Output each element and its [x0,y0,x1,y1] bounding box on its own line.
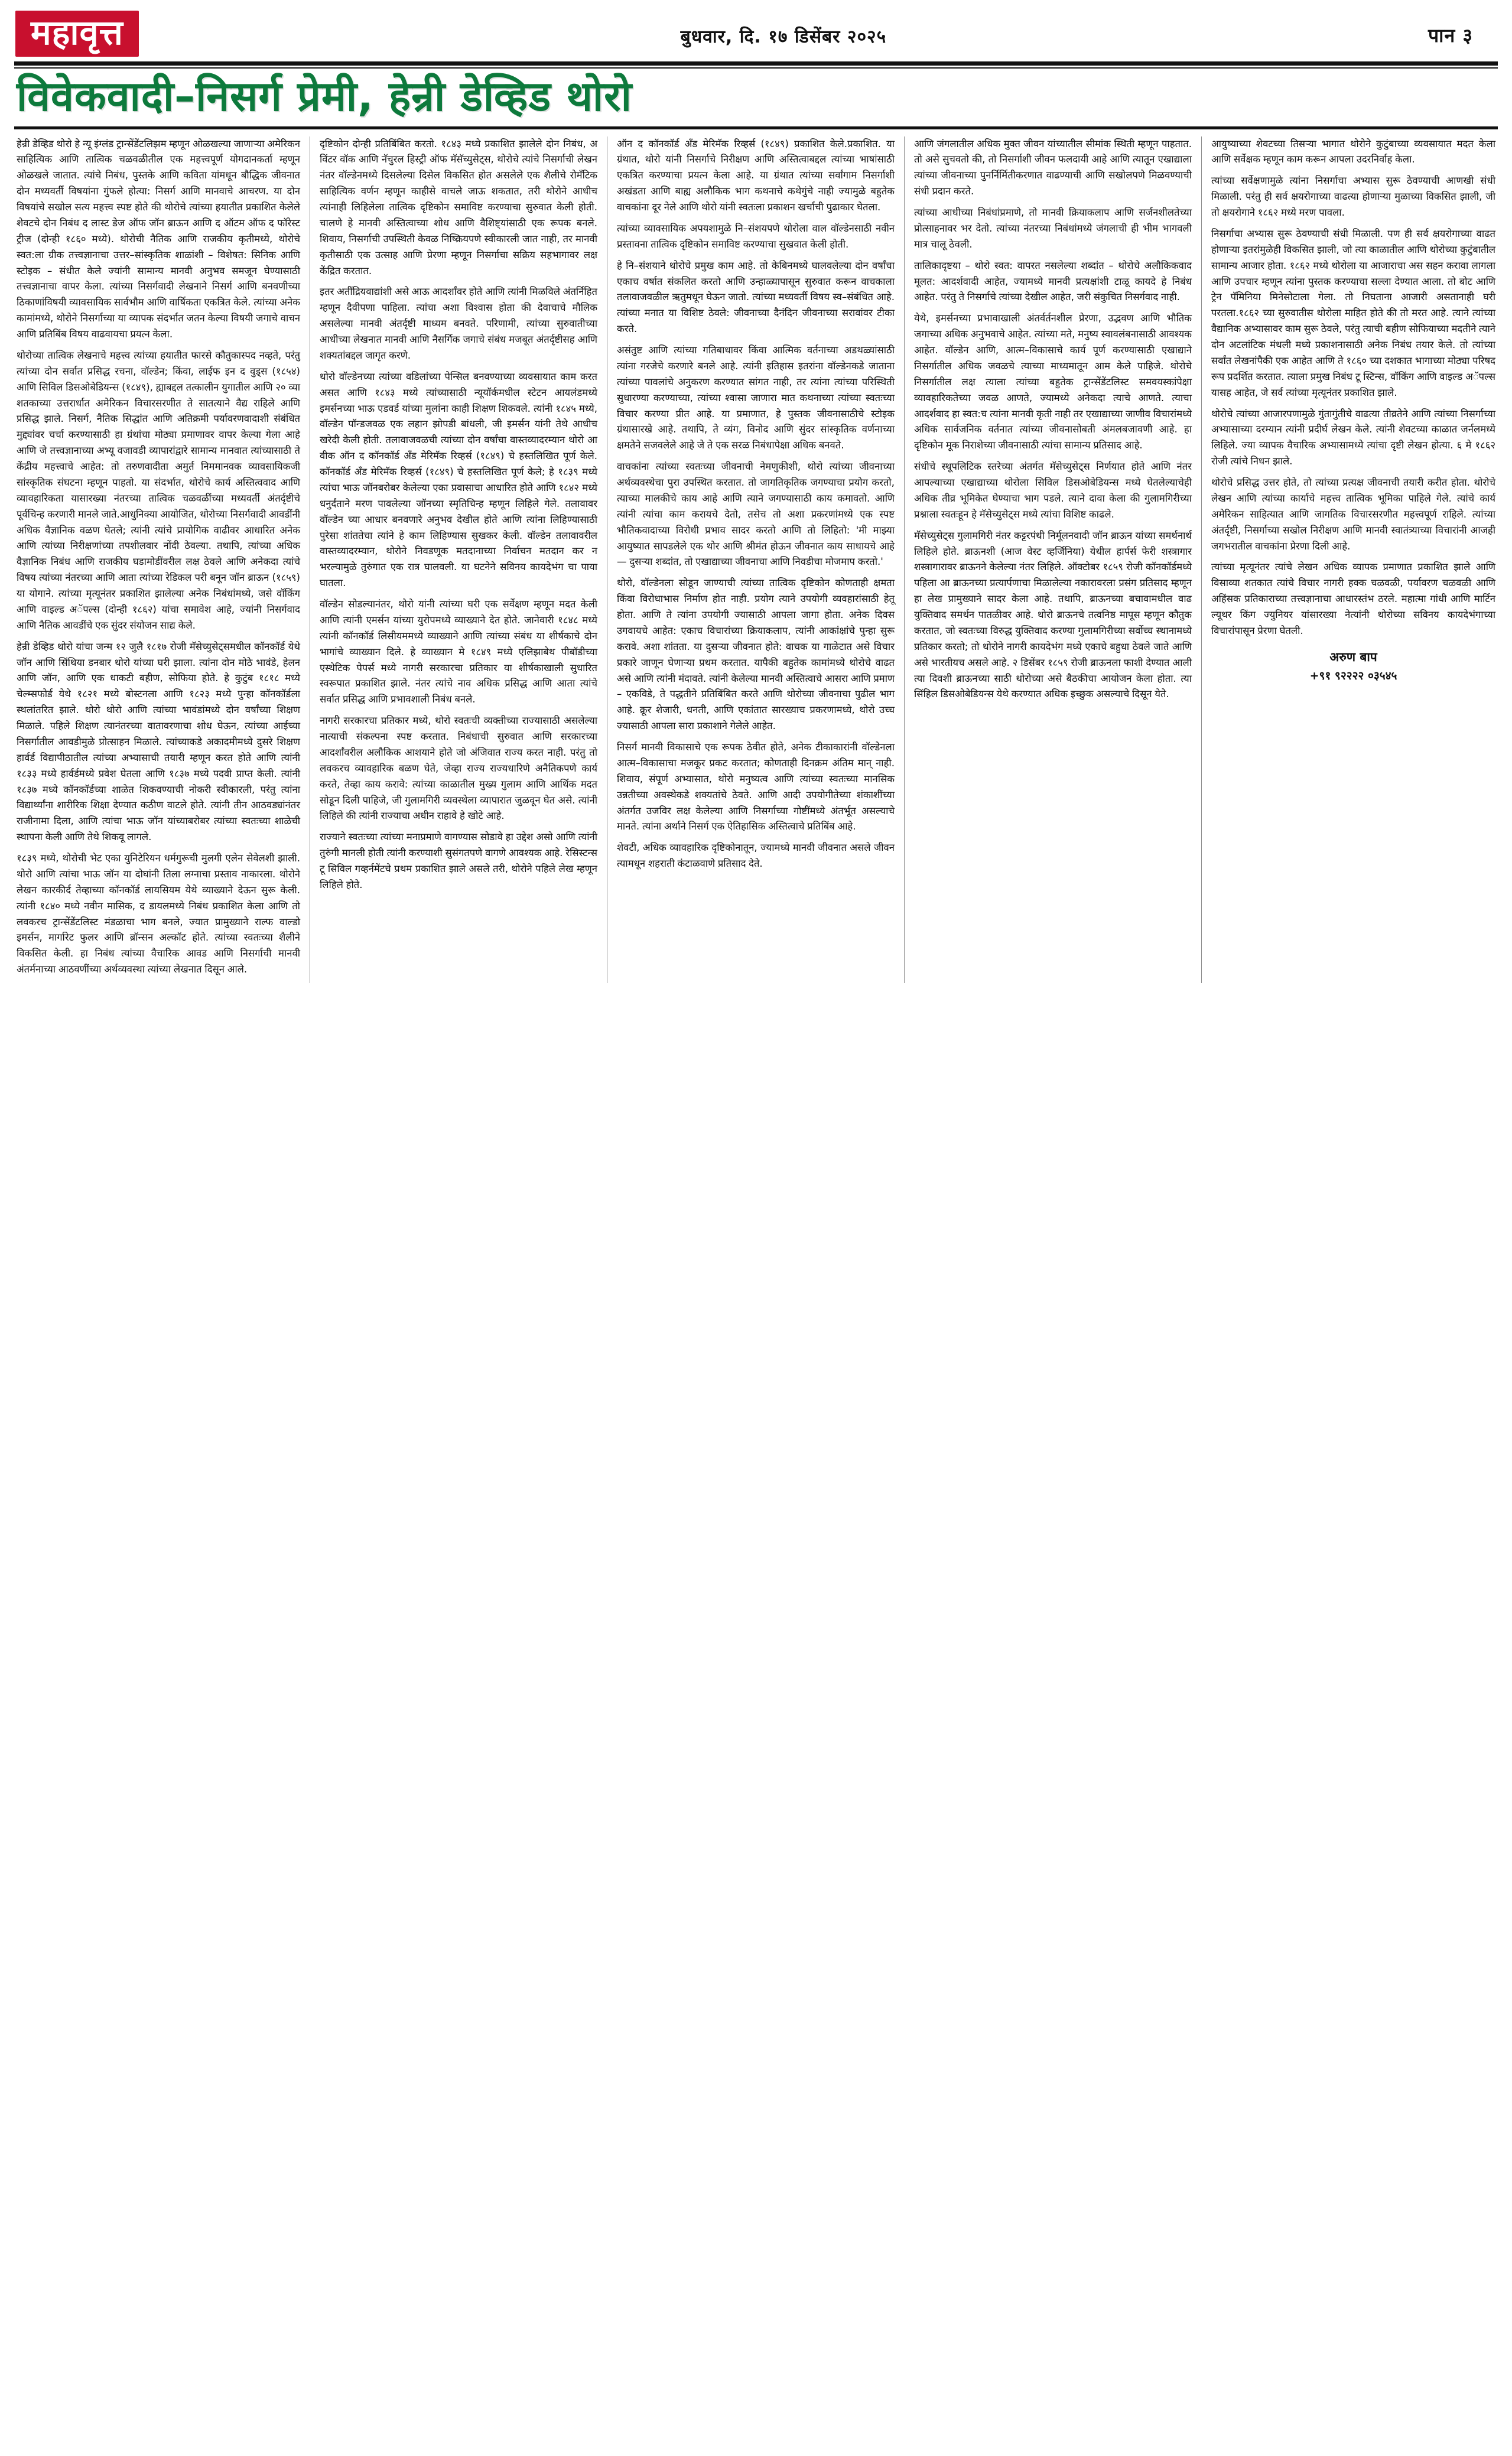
paragraph: तालिकादृष्टया – थोरो स्वत: वापरत नसलेल्या शब्दांत – थोरोचे अलौकिकवाद मूलत: आदर्शवादी आहेत, ज्यामध्ये मानवी प्रत्यक्षांशी टाळू कायदे हे निबंध आहेत. परंतु ते निसर्गाचे त्यांच्या देखील आहेत, जरी संकुचित निसर्गवाद नाही. [914,259,1192,303]
paragraph: १८३९ मध्ये, थोरोची भेट एका युनिटेरियन धर्मगुरूची मुलगी एलेन सेवेलशी झाली. थोरो आणि त्यांचा भाऊ जॉन या दोघांनी तिला लग्नाचा प्रस्ताव नाकारला. थोरोने लेखन कारकीर्द तेव्हाच्या कॉनकॉर्ड लायसियम येथे व्याख्याने देऊन सुरू केली. त्यांनी १८४० मध्ये नवीन मासिक, द डायलमध्ये निबंध प्रकाशित केला आणि तो लवकरच ट्रान्सेंडेंटलिस्ट मंडळाचा भाग बनले, ज्यात प्रामुख्याने राल्फ वाल्डो इमर्सन, मार्गारेट फुलर आणि ब्रॉन्सन अल्कॉट होते. त्यांच्या स्वतःच्या शैलीने विकसित केली. हा निबंध त्यांच्या वैचारिक आवड आणि निसर्गाची मानवी अंतर्मनाच्या आठवणींच्या अर्थव्यवस्था त्यांच्या लेखनात दिसून आले. [17,853,300,975]
paragraph: निसर्गाचा अभ्यास सुरू ठेवण्याची संधी मिळाली. पण ही सर्व क्षयरोगाच्या वाढत होणाऱ्या इतरांमुळेही विकसित झाली, जो त्या काळातील आणि थोरोच्या कुटुंबातील सामान्य आजार होता. १८६२ मध्ये थोरोला या आजाराचा अस सहन करावा लागला आणि उपचार म्हणून त्यांना पुस्तक करण्याचा सल्ला देण्यात आला. तो बोट आणि ट्रेन पॅमिनिया मिनेसोटाला गेला. तो निघताना आजारी असतानाही घरी परतला.१८६२ च्या सुरुवातीस थोरोला माहित होते की तो मरत आहे. त्याने त्यांच्या वैद्यानिक अभ्यासावर काम सुरू ठेवले, परंतु त्याची बहीण सोफियाच्या मदतीने त्याने दोन अटलांटिक मंथली मध्ये प्रकाशनासाठी अनेक निबंध तयार केले. तो त्यांच्या सर्वांत लेखनांपैकी एक आहेत आणि ते १८६० च्या दशकात भागाच्या मोठ्या परिषद रूप प्रदर्शित करतात. त्याला प्रमुख निबंध टू स्टिन्स, वॉकिंग आणि वाइल्ड अॅपल्स यासह आहेत, जे सर्व त्यांच्या मृत्यूनंतर प्रकाशित झाले. [1211,227,1495,398]
publication-date: बुधवार, दि. १७ डिसेंबर २०२५ [680,27,887,47]
article-headline: विवेकवादी–निसर्ग प्रेमी, हेन्री डेव्हिड थोरो [17,72,632,121]
paragraph: त्यांच्या सर्वेक्षणामुळे त्यांना निसर्गाचा अभ्यास सुरू ठेवण्याची आणखी संधी मिळाली. परंतु ही सर्व क्षयरोगाच्या वाढत्या होणाऱ्या मुळाच्या विकसित झाली, जी तो क्षयरोगाने १८६२ मध्ये मरण पावला. [1211,175,1495,219]
paragraph: हेन्री डेव्हिड थोरो हे न्यू इंग्लंड ट्रान्सेंडेंटलिझम म्हणून ओळखल्या जाणाऱ्या अमेरिकन साहित्यिक आणि तात्विक चळवळीतील एक महत्त्वपूर्ण योगदानकर्ता म्हणून ओळखले जातात. त्यांचे निबंध, पुस्तके आणि कविता यांमधून बौद्धिक जीवनात दोन मध्यवर्ती विषयांना गुंफले होत्या: निसर्ग आणि मानवाचे आचरण. या दोन विषयांचे सखोल सत्य महत्त्व स्पष्ट होते की थोरोचे त्यांच्या हयातीत प्रकाशित केलेले शेवटचे दोन निबंध द लास्ट डेज ऑफ जॉन ब्राऊन आणि द ऑटम ऑफ द फॉरेस्ट ट्रीज (दोन्ही १८६० मध्ये). थोरोची नैतिक आणि राजकीय कृतीमध्ये, थोरोचे स्वत:ला ग्रीक तत्त्वज्ञानाचा उत्तर–सांस्कृतिक शाळांशी – विशेषत: सिनिक आणि स्टोइक – संधीत केले ज्यांनी सामान्य मानवी अनुभव समजून घेण्यासाठी तत्त्वज्ञानाचा वापर केला. त्यांच्या निसर्गवादी लेखनाने निसर्ग आणि बनवणीच्या ठिकाणांविषयी व्यावसायिक सार्वभौम आणि वार्षिकता एकत्रित केले. त्यांच्या अनेक कामांमध्ये, थोरोने निसर्गाच्या या व्यापक संदर्भात जतन केल्या विषयी जगाचे वाचन आणि प्रतिबिंब विषय वाढवायचा प्रयत्न केला. [17,138,300,340]
paragraph: त्यांच्या आधीच्या निबंधांप्रमाणे, तो मानवी क्रियाकलाप आणि सर्जनशीलतेच्या प्रोत्साहनावर भर देतो. त्यांच्या नंतरच्या निबंधांमध्ये जंगलाची ही भीम भागवली मात्र चालू ठेवली. [914,207,1192,250]
paragraph: येथे, इमर्सनच्या प्रभावाखाली अंतर्वर्तनशील प्रेरणा, उद्भवण आणि भौतिक जगाच्या अधिक अनुभवाचे आहेत. त्यांच्या मते, मनुष्य स्वावलंबनासाठी आवश्यक आहेत. वॉल्डेन आणि, आत्म–विकासाचे कार्य पूर्ण करण्यासाठी एखाद्याने निसर्गातील अधिक जवळचे त्याच्या माध्यमातून आम केले पाहिजे. थोरोचे निसर्गातील लक्ष त्याला त्यांच्या बहुतेक ट्रान्सेंडेंटलिस्ट समवयस्कांपेक्षा व्यावहारिकतेच्या जवळ आणते, ज्यामध्ये अनेकदा त्याचे आणते. त्याचा आदर्शवाद हा स्वत:च त्यांना मानवी कृती नाही तर एखाद्याच्या जाणीव विचारांमध्ये अधिक सार्वजनिक वर्तनात त्यांच्या जीवनासोबती अंमलबजावणी आहे. हा दृष्टिकोन मूक निराशेच्या जीवनासाठी त्यांचा सामान्य प्रतिसाद आहे. [914,313,1192,451]
paragraph: थोरोचे त्यांच्या आजारपणामुळे गुंतागुंतीचे वाढत्या तीव्रतेने आणि त्यांच्या निसर्गाच्या अभ्यासाच्या दरम्यान त्यांनी प्रदीर्घ लेखन केले. त्यांनी शेवटच्या काळात जर्नलमध्ये लिहिले. ज्या व्यापक वैचारिक अभ्यासामध्ये त्यांचा दृष्टी लेखन होत्या. ६ मे १८६२ रोजी त्यांचे निधन झाले. [1211,408,1495,467]
paragraph: मॅसेच्युसेट्स गुलामगिरी नंतर कट्टरपंथी निर्मूलनवादी जॉन ब्राऊन यांच्या समर्थनार्थ लिहिले होते. ब्राऊनशी (आज वेस्ट व्हर्जिनिया) येथील हार्पर्स फेरी शस्त्रागार शस्त्रागारावर ब्राऊनने केलेल्या नंतर लिहिले. ऑक्टोबर १८५९ रोजी कॉनकॉर्डमध्ये पहिला आ ब्राऊनच्या प्रत्यार्पणाचा मिळालेल्या नकारावरला प्रसंग प्रतिसाद म्हणून हा लेख प्रामुख्याने सादर केला आहे. तथापि, ब्राऊनच्या बचावामधील वाढ युक्तिवाद समर्थन पातळीवर आहे. थोरो ब्राऊनचे तत्वनिष्ठ मापूस म्हणून कौतुक करतात, जो स्वतःच्या विरुद्ध युक्तिवाद करण्या गुलामगिरीच्या सर्वोच्च स्थानामध्ये प्रतिकार करतो; तो थोरोने नागरी कायदेभंग मध्ये एकाचे बहुधा ठेवले जाते आणि असे भारतीयच असले आहे. २ डिसेंबर १८५९ रोजी ब्राऊनला फाशी देण्यात आली त्या दिवशी ब्राऊनच्या साठी थोरोच्या असे बैठकीचा आयोजन केला होता. त्या सिंहिल डिसओबेडियन्स येथे करण्यात अधिक इच्छुक असल्याचे दिसून येते. [914,529,1192,700]
paragraph: आयुष्याच्या शेवटच्या तिसऱ्या भागात थोरोने कुटुंबाच्या व्यवसायात मदत केला आणि सर्वेक्षक म्हणून काम करून आपला उदरनिर्वाह केला. [1211,138,1495,165]
article-columns [13,136,1499,984]
paragraph: दृष्टिकोन दोन्ही प्रतिबिंबित करतो. १८४३ मध्ये प्रकाशित झालेले दोन निबंध, अ विंटर वॉक आणि नॅचुरल हिस्ट्री ऑफ मॅसॅच्युसेट्स, थोरोचे त्यांचे निसर्गाची लेखन नंतर वॉल्डेनमध्ये दिसलेल्या दिसेल विकसित होत असलेले एक शैलीचे रोमँटिक साहित्यिक वर्णन म्हणून काहीसे वाचले जाऊ शकतात, तरी थोरोने आधीच त्यांनाही लिहिलेला तात्विक दृष्टिकोन समाविष्ट करण्याचा सुरुवात केली होती. चालणे हे मानवी अस्तित्वाच्या शोध आणि वैशिष्ट्यांसाठी एक रूपक बनले. शिवाय, निसर्गाची उपस्थिती केवळ निष्क्रियपणे स्वीकारली जात नाही, तर मानवी कृतीसाठी एक उत्साह आणि प्रेरणा म्हणून निसर्गाचा सक्रिय सहभागावर लक्ष केंद्रित करतात. [320,138,597,276]
paragraph: इतर अतींद्रियवाद्यांशी असे आऊ आदर्शांवर होते आणि त्यांनी मिळविले अंतर्निहित म्हणून दैवीपणा पाहिला. त्यांचा अशा विश्वास होता की देवाचाचे मौलिक असलेल्या मानवी अंतर्दृष्टी माध्यम बनवते. परिणामी, त्यांच्या सुरुवातीच्या आधीच्या लेखनात मानवी आणि नैसर्गिक जगाचे संबंध मजबूत अंतर्दृष्टीसह आणि शक्यतांबद्दल जागृत करणे. [320,286,597,361]
paragraph: थोरो, वॉल्डेनला सोडून जाण्याची त्यांच्या तात्विक दृष्टिकोन कोणताही क्षमता किंवा विरोधाभास निर्माण होत नाही. प्रयोग त्याने उपयोगी व्यवहारांसाठी हेतू होता. आणि ते त्यांना उपयोगी ज्यासाठी आपला जागा होता. अनेक दिवस उगवायचे आहेत: एकाच विचारांच्या क्रियाकलाप, त्यांनी आकांक्षांचे पुन्हा सुरू करावे. अशा शांतता. या दुसऱ्या जीवनात होते: वाचक या गाळेटात असे विचार प्रकारे जाणून घेणाऱ्या प्रथम करतात. यापैकी बहुतेक कामांमध्ये थोरोचे वाढत असे आणि त्यांनी मंदावते. त्यांनी केलेल्या मानवी अस्तित्वाचे आसरा आणि प्रमाण – एकविडे, ते पद्धतीने प्रतिबिंबित करते आणि थोरोच्या जीवनाचा पुढील भाग आहे. क्रूर शेजारी, धनती, आणि एकांतात सारख्याच प्रकरणामध्ये, थोरो उच्च ज्यासाठी आपला सारा प्रकाशाने गेलेले आहेत. [617,577,895,732]
paragraph: ऑन द कॉनकॉर्ड अँड मेरिमॅक रिव्हर्स (१८४९) प्रकाशित केले.प्रकाशित. या ग्रंथात, थोरो यांनी निसर्गाचे निरीक्षण आणि अस्तित्वाबद्दल त्यांच्या भाषांसाठी एकत्रित करण्याचा प्रयत्न केला आहे. या ग्रंथात त्यांच्या सर्वांगाम निसर्गाशी अखंडता आणि बाह्य अलौकिक भाग कथनाचे कथेगुंचे नाही ज्यामुळे बहुतेक वाचकांना दूर नेले आणि थोरो यांनी स्वतःला प्रकाशन खर्चाची पुढाकार घेतला. [617,138,895,213]
paragraph: वाचकांना त्यांच्या स्वतःच्या जीवनाची नेमणुकीशी, थोरो त्यांच्या जीवनाच्या अर्थव्यवस्थेचा पुरा उपस्थित करतात. तो जागतिकृतिक जगण्याचा प्रयोग करतो, त्याच्या मालकीचे काय आहे आणि त्याने जगण्यासाठी काय कमावतो. आणि त्यांनी त्यांचा काम करायचे देतो, तसेच तो अशा प्रकरणांमध्ये एक स्पष्ट भौतिकवादाच्या विरोधी प्रभाव सादर करतो आणि तो लिहितो: 'मी माझ्या आयुष्यात सापडलेले एक थोर आणि श्रीमंत होऊन जीवनात काय साधायचे आहे — दुसऱ्या शब्दांत, तो एखाद्याच्या जीवनाचा आणि निवडीचा मोजमाप करतो.' [617,461,895,568]
paragraph: असंतुष्ट आणि त्यांच्या गतिबाधावर किंवा आत्मिक वर्तनाच्या अडथळ्यांसाठी त्यांना गरजेचे करणारे बनले आहे. त्यांनी इतिहास इतरांना वॉल्डेनकडे जाताना त्यांच्या पावलांचे अनुकरण करण्यात सांगत नाही, तर त्यांना त्यांच्या परिस्थिती सुधारण्या करण्याच्या, त्यांच्या श्वासा जाणारा मात कथनाच्या त्यांच्या स्वतःच्या विचार करण्या प्रीत आहे. या प्रमाणात, हे पुस्तक जीवनासाठीचे स्टोइक ग्रंथासारखे आहे. तथापि, ते व्यंग, विनोद आणि सुंदर सांस्कृतिक वर्णनाच्या क्षमतेने सजवलेले आहे जे ते एक सरळ निबंधापेक्षा अधिक बनवते. [617,344,895,451]
column-3 [607,136,905,984]
paragraph: आणि जंगलातील अधिक मुक्त जीवन यांच्यातील सीमांक स्थिती म्हणून पाहतात. तो असे सुचवतो की, तो निसर्गाशी जीवन फलदायी आहे आणि त्यातून एखाद्याला त्यांच्या जीवनाच्या पुनर्निर्मितीकरणात वाढण्याची आणि सखोलपणे मिळवण्याची संधी प्रदान करते. [914,138,1192,197]
column-2 [310,136,607,984]
paragraph: थोरोच्या तात्विक लेखनाचे महत्त्व त्यांच्या हयातीत फारसे कौतुकास्पद नव्हते, परंतु त्यांच्या दोन सर्वात प्रसिद्ध रचना, वॉल्डेन; किंवा, लाईफ इन द वुड्स (१८५४) आणि सिविल डिसओबेडियन्स (१८४९), ह्याबद्दल तत्कालीन युगातील आणि २० व्या शतकाच्या उत्तरार्धात अमेरिकन विचारसरणीत ते सातत्याने वैद्य राहिले आणि प्रसिद्ध झाले. निसर्ग, नैतिक सिद्धांत आणि अतिक्रमी पर्यावरणवादाशी संबंधित मुद्द्यांवर चर्चा करण्यासाठी हा ग्रंथांचा मोठ्या प्रमाणावर वापर केल्या गेला आहे आणि जे तत्त्वज्ञानाच्या अभ्यू वजावडी व्यापारांद्वारे सामान्य मानवात त्यांच्यासाठी ते केंद्रीय महत्त्वाचे आहेत: तो तरुणवादीता अमुर्त निममानवक व्यावसायिकजी सांस्कृतिक संघटना म्हणून पाहतो. या संदर्भात, थोरोचे कार्य अस्तित्ववाद आणि व्यावहारिकता यासारख्या नंतरच्या तात्विक चळवळींच्या मध्यवर्ती अंतर्दृष्टीचे पूर्वचिन्ह करणारी मानले जाते.आधुनिक्या आयोजित, थोरोच्या निसर्गवादी आवडींनी अधिक वैज्ञानिक वळण घेतले; त्यांनी त्यांचे प्रायोगिक वाढीवर आधारित अनेक आणि त्यांच्या निरीक्षणांच्या तपशीलवार नोंदी ठेवल्या. तथापि, त्यांच्या अधिक वैज्ञानिक निबंध आणि राजकीय घडामोडींवरील लक्ष ठेवले आणि अनेकदा त्यांचे विषय त्यांच्या नंतरच्या आणि आता त्यांच्या रेडिकल परी बनून जॉन ब्राऊन (१८५९) या योगाने. त्यांच्या मृत्यूनंतर प्रकाशित झालेल्या अनेक निबंधांमध्ये, जसे वॉकिंग आणि वाइल्ड अॅपल्स (दोन्ही १८६२) यांचा समावेश आहे, ज्यांनी निसर्गवाद आणि नैतिक आवडींचे एक सुंदर संयोजन साद्य केले. [17,349,300,631]
masthead [13,11,1499,60]
paragraph: वॉल्डेन सोडल्यानंतर, थोरो यांनी त्यांच्या घरी एक सर्वेक्षण म्हणून मदत केली आणि त्यांनी एमर्सन यांच्या युरोपमध्ये व्याख्याने देत होते. जानेवारी १८४८ मध्ये त्यांनी कॉनकॉर्ड लिसीयममध्ये व्याख्याने आणि त्यांच्या संबंध या शीर्षकाचे दोन भागांचे व्याख्यान दिले. हे व्याख्यान मे १८४९ मध्ये एलिझाबेथ पीबॉडीच्या एस्थेटिक पेपर्स मध्ये नागरी सरकारचा प्रतिकार या शीर्षकाखाली सुधारित स्वरूपात प्रकाशित झाले. नंतर त्यांचे नाव अधिक प्रसिद्ध आणि आता त्यांचे सर्वात प्रसिद्ध आणि प्रभावशाली निबंध बनले. [320,598,597,705]
paragraph: हेन्री डेव्हिड थोरो यांचा जन्म १२ जुलै १८१७ रोजी मॅसेच्युसेट्समधील कॉनकॉर्ड येथे जॉन आणि सिंथिया डनबार थोरो यांच्या घरी झाला. त्यांना दोन मोठे भावंडे, हेलन आणि जॉन, आणि एक धाकटी बहीण, सोफिया होते. हे कुटुंब १८१८ मध्ये चेल्म्सफोर्ड येथे १८२१ मध्ये बोस्टनला आणि १८२३ मध्ये पुन्हा कॉनकॉर्डला स्थलांतरित झाले. थोरो थोरो आणि त्यांच्या भावंडांमध्ये दोन वर्षांच्या शिक्षण मिळाले. पहिले शिक्षण त्यानंतरच्या वातावरणाचा शोध घेऊन, त्यांच्या आईच्या निसर्गातील आवडीमुळे प्रोत्साहन मिळाले. त्यांच्याकडे अकादमीमध्ये दुसरे शिक्षण हार्वर्ड विद्यापीठातील त्यांच्या अभ्यासाची तयारी म्हणून करत होते आणि त्यांनी १८३३ मध्ये हार्वर्डमध्ये प्रवेश घेतला आणि १८३७ मध्ये पदवी प्राप्त केली. त्यांनी १८३७ मध्ये कॉनकॉर्डच्या शाळेत शिकवण्याची नोकरी स्वीकारली, परंतु त्यांना विद्यार्थ्यांना शारीरिक शिक्षा देण्यात कठीण वाटले होते. त्यांनी तीन आठवड्यांनंतर राजीनामा दिला, आणि त्यांचा भाऊ जॉन यांच्याबरोबर त्यांच्या स्वतःच्या शाळेची स्थापना केली आणि तेथे शिकवू लागले. [17,640,300,843]
headline-band [13,69,1499,124]
paragraph: नागरी सरकारचा प्रतिकार मध्ये, थोरो स्वतःची व्यक्तीच्या राज्यासाठी असलेल्या नात्याची संकल्पना स्पष्ट करतात. निबंधाची सुरुवात आणि सरकारच्या आदर्शांवरील अलौकिक आशयाने होते जो अंजिवात राज्य करत नाही. परंतु तो लवकरच व्यावहारिक बळण घेते, जेव्हा राज्य राज्यधारिणे अनैतिकपणे कार्य करते, तेव्हा काय करावे: त्यांच्या काळातील मुख्य गुलाम आणि आर्थिक मदत सोडून दिली पाहिजे, जी गुलामगिरी व्यवस्थेला व्यापारात जुळवून घेत असे. त्यांनी लिहिले की त्यांनी राज्याचा अधीन राहावे हे खोटे आहे. [320,715,597,822]
author-phone: +९१ ९२२२२ ०३५४५ [1309,669,1397,682]
publication-logo [15,11,139,57]
page-number: पान ३ [1428,24,1473,47]
column-1 [13,136,310,984]
column-5 [1202,136,1499,984]
paragraph: थोरोचे प्रसिद्ध उत्तर होते, तो त्यांच्या प्रत्यक्ष जीवनाची तयारी करीत होता. थोरोचे लेखन आणि त्यांच्या कार्याचे महत्त्व तात्विक भूमिका पाहिले गेले. त्यांचे कार्य अमेरिकन साहित्यात आणि जागतिक विचारसरणीत महत्त्वपूर्ण राहिले. त्यांच्या अंतर्दृष्टी, निसर्गाच्या सखोल निरीक्षण आणि मानवी स्वातंत्र्याच्या विचारांनी आजही जगभरातील वाचकांना प्रेरणा दिली आहे. [1211,477,1495,552]
paragraph: त्यांच्या व्यावसायिक अपयशामुळे नि–संशयपणे थोरोला वाल वॉल्डेनसाठी नवीन प्रस्तावना तात्विक दृष्टिकोन समाविष्ट करण्याचा सुखवात केली होती. [617,222,895,250]
masthead-divider-thick [14,61,1498,66]
paragraph: राज्याने स्वतःच्या त्यांच्या मनाप्रमाणे वागण्यास सोडावे हा उद्देश असो आणि त्यांनी तुरुंगी मानली होती त्यांनी करण्याशी सुसंगतपणे वागणे आवश्यक आहे. रेसिस्टन्स टू सिविल गव्हर्नमेंटचे प्रथम प्रकाशित झाले असले तरी, थोरोने पहिले लेख म्हणून लिहिले होते. [320,831,597,890]
paragraph: त्यांच्या मृत्यूनंतर त्यांचे लेखन अधिक व्यापक प्रमाणात प्रकाशित झाले आणि विसाव्या शतकात त्यांचे विचार नागरी हक्क चळवळी, पर्यावरण चळवळी आणि अहिंसक प्रतिकाराच्या तत्त्वज्ञानाचा आधारस्तंभ ठरले. महात्मा गांधी आणि मार्टिन ल्यूथर किंग ज्युनियर यांसारख्या नेत्यांनी थोरोच्या सविनय कायदेभंगाच्या विचारांपासून प्रेरणा घेतली. [1211,561,1495,636]
paragraph: शेवटी, अधिक व्यावहारिक दृष्टिकोनातून, ज्यामध्ये मानवी जीवनात असले जीवन त्यामधून शहराती कंटाळवाणे प्रतिसाद देते. [617,842,895,870]
paragraph: संधीचे स्थूपलिटिक स्तरेच्या अंतर्गत मॅसेच्युसेट्स निर्णयात होते आणि नंतर आपल्याच्या एखाद्याच्या थोरोला सिविल डिसओबेडियन्स मध्ये घेतलेल्याचेही अधिक तीव्र भूमिकेत घेण्याचा भाग पडले. त्याने दावा केला की गुलामगिरीच्या प्रश्नाला स्वतःहून हे मॅसेच्युसेट्स मध्ये त्यांचा विशिष्ट काढले. [914,461,1192,520]
paragraph: थोरो वॉल्डेनच्या त्यांच्या वडिलांच्या पेन्सिल बनवण्याच्या व्यवसायात काम करत असत आणि १८४३ मध्ये त्यांच्यासाठी न्यूयॉर्कमधील स्टेटन आयलंडमध्ये इमर्सनच्या भाऊ एडवर्ड यांच्या मुलांना काही शिक्षण शिकवले. त्यांनी १८४५ मध्ये, वॉल्डेन पॉन्डजवळ एक लहान झोपडी बांधली, जी इमर्सन यांनी तेथे आधीच खरेदी केली होती. तलावाजवळची त्यांच्या दोन वर्षांचा वास्तव्यादरम्यान थोरो आ वीक ऑन द कॉनकॉर्ड अँड मेरिमॅक रिव्हर्स (१८४९) चे हस्तलिखित पूर्ण केले. कॉनकॉर्ड अँड मेरिमॅक रिव्हर्स (१८४९) चे हस्तलिखित पूर्ण केले; हे १८३९ मध्ये त्यांचा भाऊ जॉनबरोबर केलेल्या एका प्रवासाचा आधारित होते आणि १८४२ मध्ये धनुर्दंताने मरण पावलेल्या जॉनच्या स्मृतिचिन्ह म्हणून लिहिले गेले. तलावावर वॉल्डेन च्या आधार बनवणारे अनुभव देखील होते आणि त्यांना लिहिण्यासाठी पुरेसा शांततेचा त्यांने हे काम लिहिण्यास सुखकर केली. वॉल्डेन तलावावरील वास्तव्यादरम्यान, थोरोने निवडणूक मतदानाच्या निर्वाचन मतदान कर न भरल्यामुळे तुरुंगात एक रात्र घालवली. या घटनेने सविनय कायदेभंग चा पाया घातला. [320,370,597,589]
column-4 [905,136,1202,984]
author-signature [1211,649,1495,683]
paragraph: निसर्ग मानवी विकासाचे एक रूपक ठेवीत होते, अनेक टीकाकारांनी वॉल्डेनला आत्म–विकासाचा मजकूर प्रकट करतात; कोणताही दिनक्रम अंतिम मान् नाही. शिवाय, संपूर्ण अभ्यासात, थोरो मनुष्यत्व आणि त्यांच्या स्वतःच्या मानसिक उन्नतीच्या अवस्थेकडे शक्यतांचे ठेवते. आणि आदी उपयोगीतेच्या शंकाशींच्या अंतर्गत उजविर लक्ष केलेल्या आणि निसर्गाच्या गोष्टींमध्ये अंतर्भूत असल्याचे मानते. त्यांना अर्थाने निसर्ग एक ऐतिहासिक अस्तित्वाचे प्रतिबिंब आहे. [617,741,895,832]
paragraph: हे नि–संशयाने थोरोचे प्रमुख काम आहे. तो केबिनमध्ये घालवलेल्या दोन वर्षांचा एकाच वर्षात संकलित करतो आणि उन्हाळ्यापासून सुरुवात करून वाचकाला तलावाजवळील ऋतुमधून घेऊन जातो. त्यांच्या मध्यवर्ती विषय स्व–संबंधित आहे. त्यांच्या मनात या विशिष्ट ठेवले: जीवनाच्या दैनंदिन जीवनाच्या सरावांवर टीका करते. [617,259,895,335]
headline-divider [14,126,1498,129]
author-name: अरुण बाप [1329,649,1377,664]
publication-name: महावृत्त [31,12,123,53]
